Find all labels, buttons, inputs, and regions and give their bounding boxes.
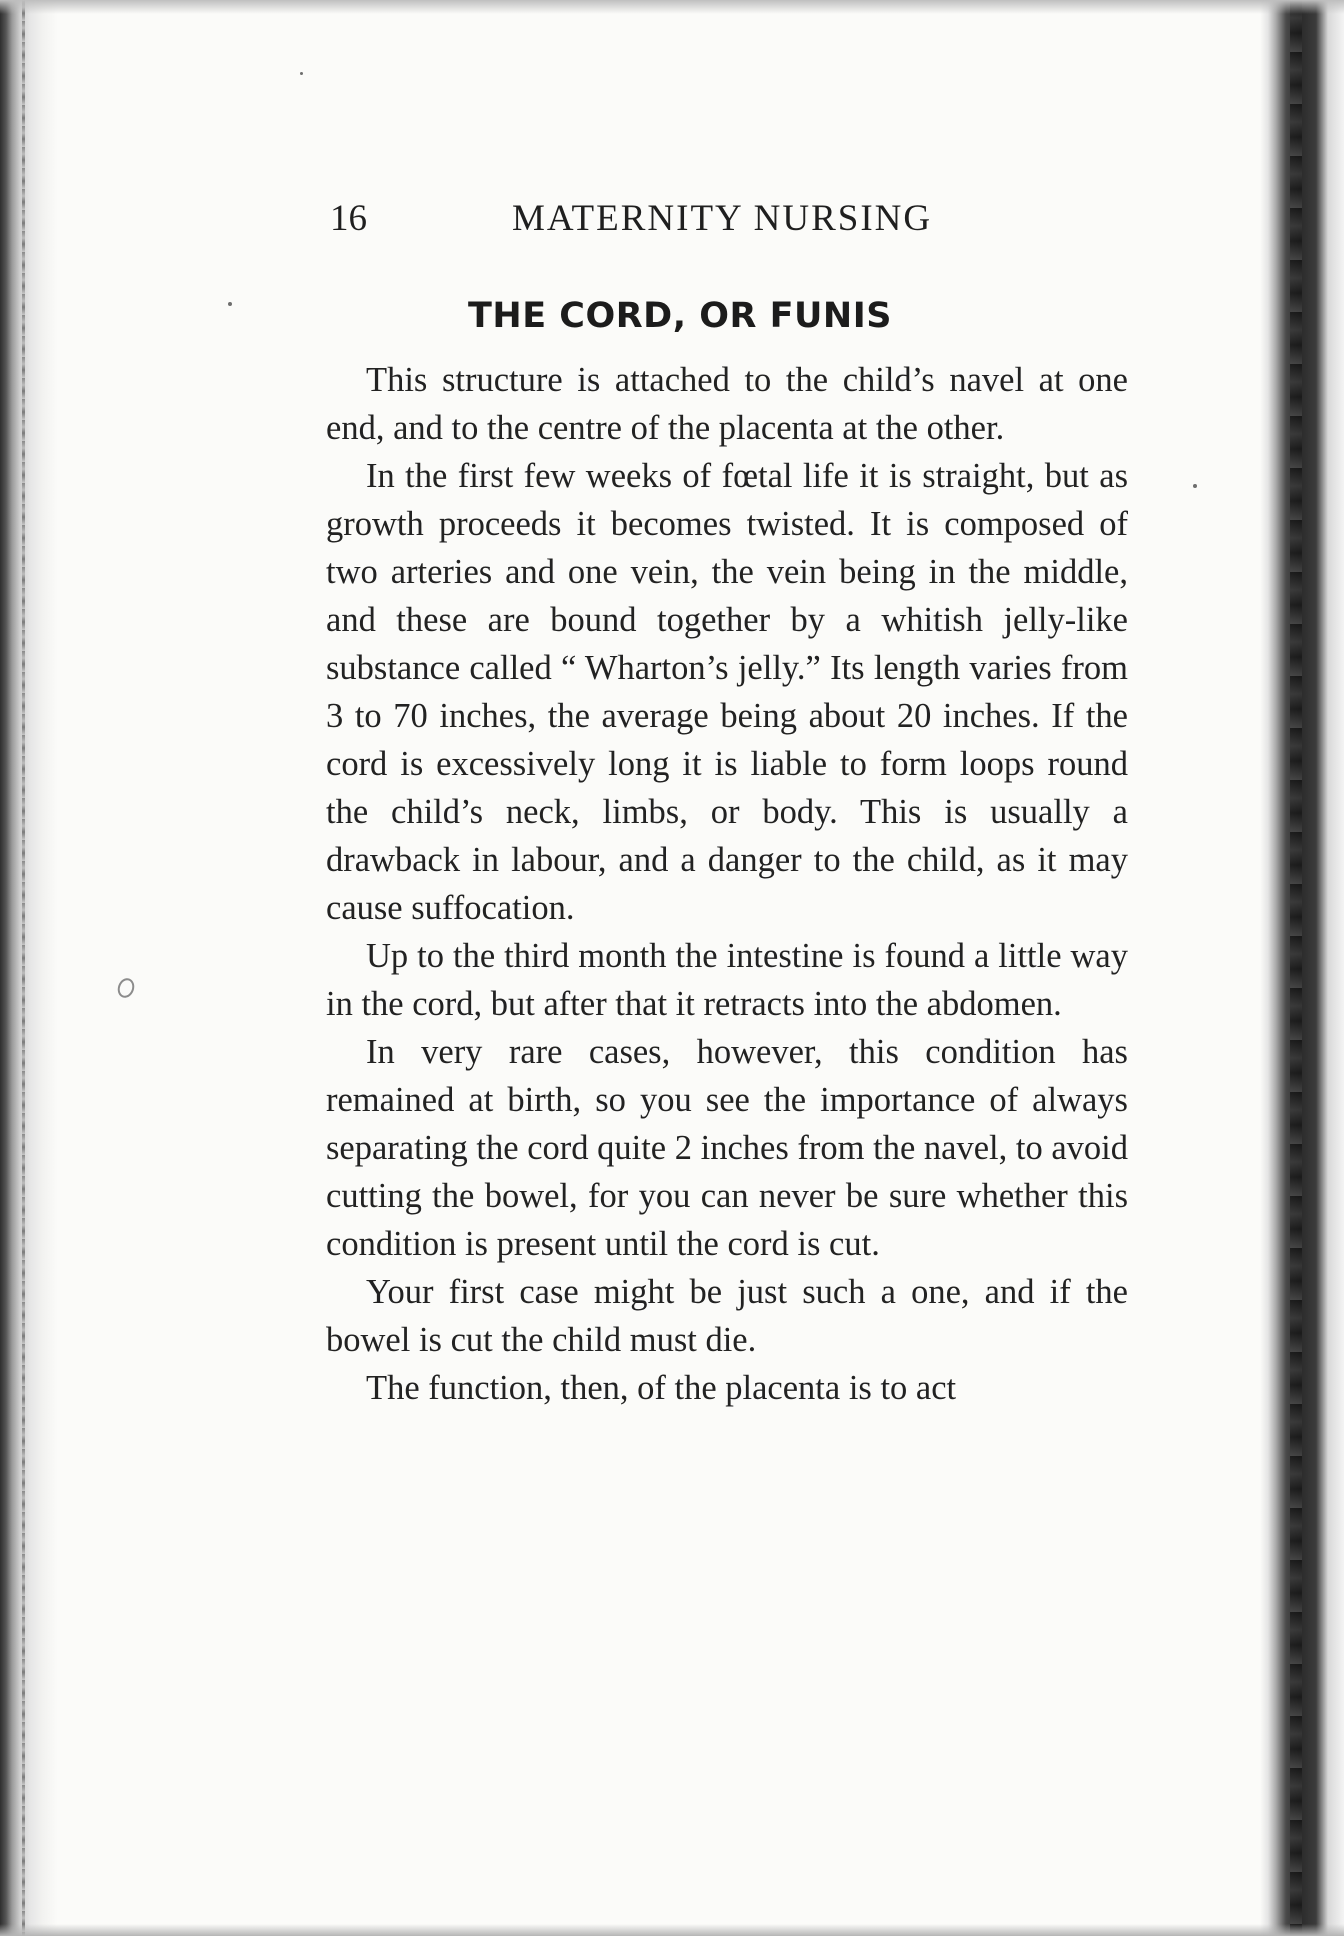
paragraph: In the first few weeks of fœtal life it is straight, but as growth proceeds it becomes twisted. It is composed of two arteries and one vein, the vein being in the middle, and these are bound together by a whitish jelly-like substance called “ Wharton’s jelly.” Its length varies from 3 to 70 inches, the average being about 20 inches. If the cord is excessively long it is liable to form loops round the child’s neck, limbs, or body. This is usually a drawback in labour, and a danger to the child, as it may cause suffocation. — [326, 457, 1128, 927]
running-title: MATERNITY NURSING — [512, 198, 933, 239]
ink-blot-mark — [115, 976, 137, 1000]
section-heading: THE CORD, OR FUNIS — [468, 296, 892, 336]
dust-speck — [300, 72, 303, 75]
book-spine-edge — [0, 0, 58, 1936]
paragraph: In very rare cases, however, this condition has remained at birth, so you see the importance of always separating the cord quite 2 inches from the navel, to avoid cutting the bowel, for you can never be sure whether this condition is present until the cord is cut. — [326, 1033, 1128, 1263]
body-text — [326, 356, 1128, 1412]
paragraph: Your first case might be just such a one, and if the bowel is cut the child must die. — [326, 1273, 1128, 1359]
bottom-page-shadow — [0, 1924, 1344, 1936]
paragraph: Up to the third month the intestine is found a little way in the cord, but after that it retracts into the abdomen. — [326, 937, 1128, 1023]
book-cover-edge — [1260, 0, 1344, 1936]
page-number: 16 — [330, 198, 367, 239]
running-head — [330, 196, 958, 242]
paragraph: This structure is attached to the child’s navel at one end, and to the centre of the placenta at the other. — [326, 361, 1128, 447]
dust-speck — [228, 302, 232, 306]
top-page-shadow — [0, 0, 1344, 14]
dust-speck — [1193, 484, 1197, 488]
paragraph: The function, then, of the placenta is to act — [366, 1369, 957, 1407]
